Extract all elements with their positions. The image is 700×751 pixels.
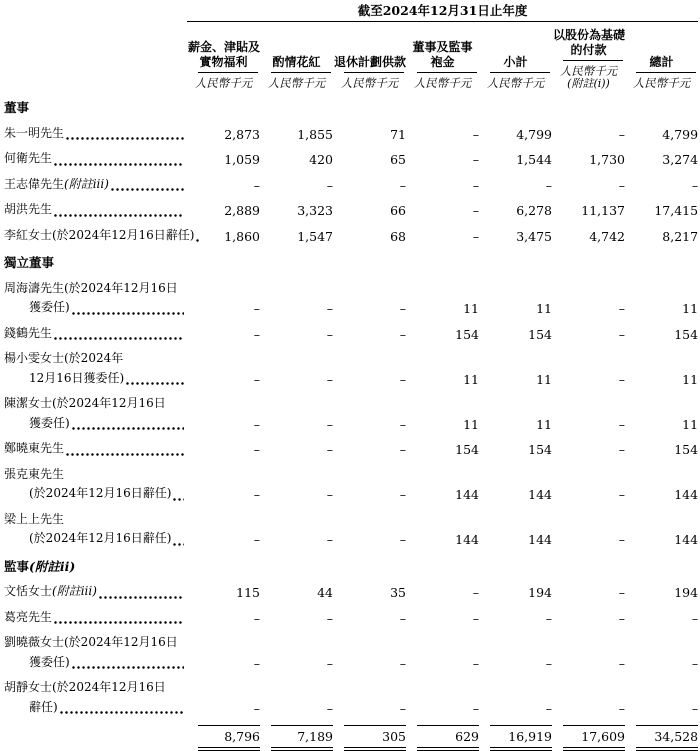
dot-leader: [54, 163, 184, 166]
value-cell: 3,323: [297, 203, 333, 218]
total-value: 17,609: [581, 729, 625, 744]
remuneration-table: [3, 4, 698, 751]
column-header-2: [333, 22, 406, 92]
total-rule-box: [490, 725, 552, 747]
value-cell: –: [691, 700, 699, 716]
table-row: [3, 221, 698, 247]
table-row: [3, 119, 698, 145]
value-cell: 194: [528, 585, 552, 600]
column-header-1: [260, 22, 333, 92]
member-name: 文恬女士: [4, 584, 53, 598]
value-cell: 144: [674, 532, 699, 547]
value-cell: –: [326, 371, 333, 387]
dot-leader: [126, 382, 184, 385]
total-cell: [187, 718, 260, 751]
value-cell: 420: [309, 152, 333, 167]
column-title: [334, 55, 405, 70]
member-name-line: [4, 279, 186, 299]
value-cell: 144: [528, 532, 552, 547]
total-value: 8,796: [224, 729, 260, 744]
value-cell: –: [618, 655, 625, 671]
table-row: [3, 170, 698, 196]
dot-leader: [173, 543, 184, 546]
value-cell: 4,799: [516, 126, 552, 142]
value-cell: 2,889: [224, 203, 260, 218]
column-title-line: 酌情花紅: [272, 55, 321, 69]
member-name-continuation: 獲委任): [29, 300, 70, 314]
member-name-line: [4, 149, 186, 169]
total-rule-box: [344, 725, 406, 747]
total-value: 305: [382, 729, 406, 744]
value-cell: 11: [682, 301, 699, 316]
member-name: 胡靜女士(於2024年12月16日: [4, 680, 166, 694]
total-value: 16,919: [508, 729, 552, 744]
column-header-0: [187, 22, 260, 92]
member-name-note: (附註iii): [64, 176, 109, 191]
member-name-line: [4, 324, 186, 344]
total-value: 7,189: [297, 729, 333, 744]
value-cell: 66: [390, 203, 406, 218]
period-header: 截至2024年12月31日止年度: [187, 4, 698, 22]
column-title: [553, 28, 624, 58]
member-name: 劉曉薇女士(於2024年12月16日: [4, 635, 178, 649]
column-note-label: (附註(i)): [567, 77, 610, 90]
column-header-5: [552, 22, 625, 92]
member-name-cell: [3, 505, 187, 550]
value-cell: –: [326, 177, 333, 193]
value-cell: –: [326, 442, 333, 457]
table-row: [3, 460, 698, 505]
member-name-cell: [3, 221, 195, 247]
value-cell: 3,274: [662, 152, 699, 167]
value-cell: 11: [682, 416, 699, 432]
value-cell: –: [472, 177, 479, 193]
column-title-line: 以股份為基礎: [553, 28, 626, 42]
column-title: [480, 55, 551, 70]
member-name-cell: [3, 319, 187, 345]
member-name: 朱一明先生: [4, 125, 65, 140]
period-header-row: [3, 4, 698, 22]
member-name-line2: [4, 369, 186, 389]
total-rule-box: [198, 725, 260, 747]
remuneration-table-body: [3, 91, 698, 751]
value-cell: –: [472, 585, 479, 600]
value-cell: –: [691, 655, 699, 671]
total-cell: [552, 718, 625, 751]
member-name: 張克東先生: [4, 466, 65, 481]
table-row: [3, 603, 698, 629]
value-cell: –: [399, 442, 406, 457]
value-cell: 2,873: [224, 126, 260, 142]
dot-leader: [54, 214, 184, 217]
value-cell: 194: [674, 585, 699, 600]
value-cell: –: [253, 610, 260, 626]
value-cell: 4,742: [589, 228, 625, 244]
value-cell: –: [618, 371, 625, 387]
value-cell: –: [253, 326, 260, 342]
value-cell: 4,799: [662, 126, 699, 142]
column-title: [407, 40, 478, 70]
value-cell: –: [545, 610, 552, 626]
value-cell: –: [399, 487, 406, 502]
member-name-continuation: 獲委任): [29, 415, 70, 430]
section-label-text: 監事: [4, 558, 30, 574]
member-name-cell: [3, 195, 187, 221]
value-cell: 65: [390, 152, 406, 167]
value-cell: –: [545, 655, 552, 671]
value-cell: 3,475: [516, 228, 552, 244]
dot-leader: [66, 453, 184, 456]
section-label-text: 獨立董事: [4, 255, 55, 270]
member-name: 李紅女士(於2024年12月16日辭任): [4, 227, 195, 242]
value-cell: 11: [536, 371, 552, 387]
member-name: 陳潔女士(於2024年12月16日: [4, 396, 166, 410]
member-name-line: [4, 633, 186, 653]
member-name: 何衛先生: [4, 151, 53, 165]
totals-spacer: [3, 718, 187, 751]
value-cell: –: [326, 700, 333, 716]
value-cell: 154: [674, 326, 699, 342]
value-cell: 1,544: [516, 152, 552, 167]
member-name-line2: [4, 653, 186, 673]
value-cell: 115: [236, 585, 260, 600]
dot-leader: [173, 498, 184, 501]
member-name-continuation: 獲委任): [29, 654, 70, 669]
double-rule: [271, 747, 333, 751]
value-cell: 11: [536, 301, 552, 316]
value-cell: –: [691, 610, 699, 626]
member-name-note: (附註iii): [52, 584, 97, 598]
column-title: [626, 55, 697, 70]
table-row: [3, 577, 698, 603]
member-name-line2: [4, 298, 186, 318]
column-unit-label: 人民幣千元: [194, 76, 253, 90]
member-name-cell: [3, 170, 187, 196]
member-name: 梁上上先生: [4, 511, 65, 526]
column-unit-label: 人民幣千元: [486, 76, 545, 90]
column-title-line: 實物福利: [199, 55, 248, 69]
member-name: 周海濤先生(於2024年12月16日: [4, 280, 178, 295]
dot-leader: [60, 711, 184, 714]
member-name-cell: [3, 119, 187, 145]
total-cell: [625, 718, 698, 751]
member-name-line2: [4, 698, 186, 718]
table-row: [3, 195, 698, 221]
member-name-cell: [3, 274, 187, 319]
value-cell: –: [399, 371, 406, 387]
member-name-cell: [3, 460, 187, 505]
column-title-line: 董事及監事: [412, 40, 473, 54]
dot-leader: [66, 137, 184, 140]
member-name-continuation: (於2024年12月16日辭任): [29, 486, 172, 500]
value-cell: 154: [528, 442, 552, 457]
value-cell: 11: [682, 371, 699, 387]
table-row: [3, 319, 698, 345]
value-cell: 8,217: [662, 228, 699, 244]
member-name-cell: [3, 344, 187, 389]
value-cell: –: [618, 416, 625, 432]
value-cell: –: [253, 700, 260, 716]
value-cell: –: [618, 442, 625, 457]
member-name-line: [4, 510, 186, 530]
column-title-line: 退休計劃供款: [334, 55, 407, 69]
column-header-3: [406, 22, 479, 92]
value-cell: –: [472, 126, 479, 142]
value-cell: –: [326, 487, 333, 502]
column-header-4: [479, 22, 552, 92]
member-name-cell: [3, 603, 187, 629]
column-unit-label: 人民幣千元: [267, 76, 326, 90]
column-unit-label: 人民幣千元: [559, 64, 618, 78]
member-name-cell: [3, 673, 187, 718]
member-name-cell: [3, 628, 187, 673]
section-row: [3, 550, 698, 578]
column-title-line: 小計: [503, 55, 528, 69]
column-title-line: 的付款: [570, 43, 607, 57]
member-name-continuation: 辭任): [29, 699, 58, 714]
value-cell: –: [618, 610, 625, 626]
totals-row: [3, 718, 698, 751]
member-name-line: [4, 678, 186, 698]
value-cell: –: [472, 700, 479, 716]
total-value: 34,528: [654, 729, 699, 744]
member-name: 鄭曉東先生: [4, 441, 65, 455]
value-cell: –: [253, 442, 260, 457]
value-cell: 11: [463, 371, 479, 387]
dot-leader: [54, 621, 184, 624]
value-cell: 6,278: [516, 203, 552, 218]
member-name-cell: [3, 389, 187, 434]
dot-leader: [72, 666, 184, 669]
value-cell: –: [618, 326, 625, 342]
value-cell: 144: [528, 487, 552, 502]
value-cell: –: [472, 228, 479, 244]
member-name-cell: [3, 577, 187, 603]
table-row: [3, 505, 698, 550]
member-name-line: [4, 439, 186, 459]
value-cell: 154: [455, 442, 479, 457]
value-cell: –: [253, 487, 260, 502]
value-cell: –: [326, 301, 333, 316]
double-rule: [636, 747, 698, 751]
table-row: [3, 274, 698, 319]
member-name-line2: [4, 484, 186, 504]
section-label: [3, 91, 698, 119]
value-cell: –: [472, 152, 479, 167]
value-cell: 11,137: [581, 203, 625, 218]
member-name: 胡洪先生: [4, 202, 53, 216]
member-name-line2: [4, 414, 186, 434]
period-header-spacer: [3, 4, 187, 22]
value-cell: –: [399, 301, 406, 316]
value-cell: –: [472, 655, 479, 671]
value-cell: 144: [455, 487, 479, 502]
double-rule: [563, 747, 625, 751]
column-title-line: 薪金、津貼及: [188, 40, 261, 54]
member-name-continuation: 12月16日獲委任): [29, 370, 125, 385]
total-cell: [260, 718, 333, 751]
value-cell: –: [472, 203, 479, 218]
section-label-text: 董事: [4, 100, 30, 115]
value-cell: –: [545, 700, 552, 716]
value-cell: –: [253, 177, 260, 193]
column-title: [188, 40, 259, 70]
value-cell: 1,860: [224, 228, 260, 244]
member-name-line: [4, 226, 195, 246]
dot-leader: [196, 239, 200, 242]
table-row: [3, 344, 698, 389]
value-cell: 144: [455, 532, 479, 547]
value-cell: 1,730: [589, 152, 625, 167]
value-cell: 71: [390, 126, 406, 142]
value-cell: –: [618, 126, 625, 142]
value-cell: 68: [390, 228, 406, 244]
member-name-cell: [3, 434, 187, 460]
member-name-cell: [3, 144, 187, 170]
value-cell: 11: [463, 416, 479, 432]
member-name-continuation: (於2024年12月16日辭任): [29, 531, 172, 545]
value-cell: –: [399, 655, 406, 671]
table-row: [3, 628, 698, 673]
dot-leader: [99, 596, 184, 599]
total-cell: [406, 718, 479, 751]
value-cell: –: [399, 177, 406, 193]
total-rule-box: [563, 725, 625, 747]
total-rule-box: [271, 725, 333, 747]
value-cell: –: [691, 177, 699, 193]
member-name-line: [4, 349, 186, 369]
dot-leader: [54, 337, 184, 340]
section-label-note: (附註ii): [29, 558, 76, 574]
column-title-line: 總計: [649, 55, 674, 69]
total-rule-box: [636, 725, 698, 747]
column-unit-label: 人民幣千元: [413, 76, 472, 90]
value-cell: –: [618, 301, 625, 316]
value-cell: –: [618, 700, 625, 716]
double-rule: [417, 747, 479, 751]
column-unit-label: 人民幣千元: [340, 76, 399, 90]
column-header-row: [3, 22, 698, 92]
member-name-line: [4, 608, 186, 628]
member-name-line: [4, 465, 186, 485]
value-cell: 144: [674, 487, 699, 502]
member-name-line2: [4, 529, 186, 549]
member-name: 錢鶴先生: [4, 325, 53, 340]
table-row: [3, 434, 698, 460]
value-cell: –: [399, 532, 406, 547]
section-row: [3, 246, 698, 274]
value-cell: –: [326, 532, 333, 547]
value-cell: 154: [455, 326, 479, 342]
double-rule: [344, 747, 406, 751]
value-cell: –: [399, 700, 406, 716]
value-cell: –: [618, 532, 625, 547]
dot-leader: [72, 312, 184, 315]
value-cell: –: [618, 177, 625, 193]
value-cell: 11: [536, 416, 552, 432]
section-row: [3, 91, 698, 119]
total-cell: [479, 718, 552, 751]
value-cell: –: [326, 610, 333, 626]
member-name: 楊小雯女士(於2024年: [4, 351, 124, 365]
value-cell: –: [618, 487, 625, 502]
value-cell: 1,855: [297, 126, 333, 142]
member-name-line: [4, 124, 186, 144]
member-name-line: [4, 200, 186, 220]
table-row: [3, 144, 698, 170]
table-row: [3, 389, 698, 434]
member-name: 王志偉先生: [4, 176, 65, 191]
value-cell: –: [326, 416, 333, 432]
value-cell: –: [399, 416, 406, 432]
value-cell: –: [399, 610, 406, 626]
total-rule-box: [417, 725, 479, 747]
value-cell: 44: [317, 585, 333, 600]
column-title: [261, 55, 332, 70]
value-cell: –: [253, 371, 260, 387]
value-cell: –: [545, 177, 552, 193]
value-cell: 1,059: [224, 152, 260, 167]
member-name-line: [4, 394, 186, 414]
column-header-spacer: [3, 22, 187, 92]
value-cell: –: [472, 610, 479, 626]
value-cell: 11: [463, 301, 479, 316]
double-rule: [490, 747, 552, 751]
value-cell: 17,415: [654, 203, 699, 218]
section-label: [3, 550, 698, 578]
section-label: [3, 246, 698, 274]
total-cell: [333, 718, 406, 751]
column-title-line: 袍金: [430, 55, 455, 69]
value-cell: 154: [528, 326, 552, 342]
column-unit-label: 人民幣千元: [632, 76, 691, 90]
value-cell: –: [253, 301, 260, 316]
value-cell: –: [326, 655, 333, 671]
dot-leader: [72, 427, 184, 430]
value-cell: –: [253, 655, 260, 671]
value-cell: –: [618, 585, 625, 600]
value-cell: –: [253, 532, 260, 547]
member-name: 葛亮先生: [4, 609, 53, 624]
value-cell: –: [253, 416, 260, 432]
dot-leader: [111, 188, 184, 191]
table-row: [3, 673, 698, 718]
value-cell: –: [326, 326, 333, 342]
total-value: 629: [455, 729, 479, 744]
value-cell: 35: [390, 585, 406, 600]
member-name-line: [4, 175, 186, 195]
double-rule: [198, 747, 260, 751]
value-cell: –: [399, 326, 406, 342]
value-cell: 154: [674, 442, 699, 457]
column-header-6: [625, 22, 698, 92]
value-cell: 1,547: [297, 228, 333, 244]
member-name-line: [4, 582, 186, 602]
